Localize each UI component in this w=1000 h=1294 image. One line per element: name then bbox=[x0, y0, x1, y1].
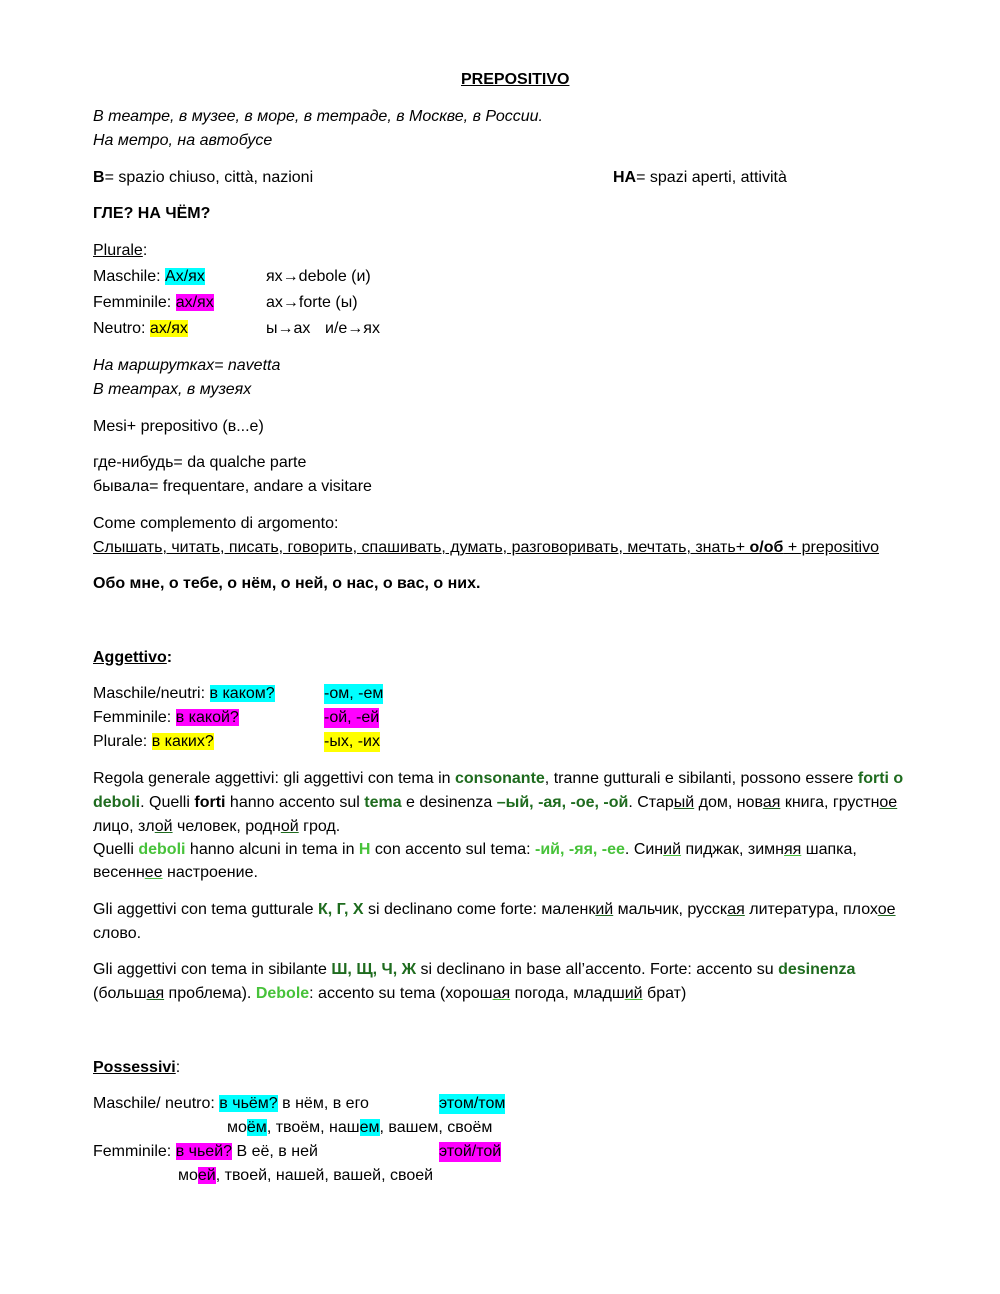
aggettivo-row-femminile bbox=[93, 708, 239, 728]
ending-highlight: Ах/ях bbox=[165, 268, 205, 285]
regola-line-5 bbox=[93, 863, 258, 883]
pronouns-line: Обо мне, о тебе, о нём, о ней, о нас, о вас, о них. bbox=[93, 575, 481, 592]
sibilante-text: (больш bbox=[93, 985, 147, 1002]
regola-text: весенн bbox=[93, 864, 145, 881]
sibilante-keyword: desinenza bbox=[778, 961, 856, 978]
gutturale-keyword: К, Г, Х bbox=[318, 901, 364, 918]
form-text: , твоём, наш bbox=[266, 1119, 360, 1136]
argomento-intro: Come complemento di argomento: bbox=[93, 515, 339, 532]
row-label: Maschile: bbox=[93, 268, 166, 285]
sibilante-text: погода, младш bbox=[510, 985, 625, 1002]
form-text: , твоей, нашей, вашей, своей bbox=[215, 1167, 434, 1184]
v-key: В bbox=[93, 169, 105, 186]
row-label: Maschile/neutri: bbox=[93, 685, 210, 702]
mesi-note: Mesi+ prepositivo (в...е) bbox=[93, 418, 264, 435]
sibilante-text: Gli aggettivi con tema in sibilante bbox=[93, 961, 332, 978]
aggettivo-heading bbox=[93, 648, 172, 668]
regola-text: con accento sul tema: bbox=[370, 841, 536, 858]
regola-text: дом, нов bbox=[694, 794, 763, 811]
question-heading: ГЛЕ? НА ЧЁМ? bbox=[93, 205, 211, 222]
sibilante-text: брат) bbox=[642, 985, 687, 1002]
form-text: мо bbox=[227, 1119, 247, 1136]
regola-text: шапка, bbox=[801, 841, 857, 858]
regola-line-2 bbox=[93, 793, 897, 813]
aggettivo-ending-femminile: -ой, -ей bbox=[324, 709, 380, 726]
plurale-colon: : bbox=[142, 242, 148, 259]
regola-text: человек, родн bbox=[172, 818, 281, 835]
question-highlight: в чьей? bbox=[175, 1143, 233, 1160]
regola-text: пиджак, зимн bbox=[681, 841, 784, 858]
prep-text: о/об bbox=[749, 539, 784, 556]
ending-underline: ой bbox=[154, 818, 173, 835]
question-highlight: в какой? bbox=[175, 709, 239, 726]
possessivi-heading bbox=[93, 1058, 180, 1078]
row-label: Femminile: bbox=[93, 709, 176, 726]
regola-text: лицо, зл bbox=[93, 818, 155, 835]
regola-text: Regola generale aggettivi: gli aggettivi con tema in bbox=[93, 770, 455, 787]
regola-text: . Стар bbox=[628, 794, 674, 811]
na-rule bbox=[613, 168, 787, 188]
verbs-text: Слышать, читать, писать, говорить, спашивать, думать, разговоривать, мечтать, знать+ bbox=[93, 539, 750, 556]
possessivi-heading-text: Possessivi bbox=[93, 1059, 176, 1076]
ending-highlight: ем bbox=[359, 1119, 380, 1136]
argomento-verbs bbox=[93, 538, 879, 558]
page-title: PREPOSITIVO bbox=[461, 71, 570, 88]
plurale-note-neutro-b: и/е→ях bbox=[325, 320, 380, 337]
regola-keyword: deboli bbox=[138, 841, 186, 858]
aggettivo-row-maschile bbox=[93, 684, 275, 704]
regola-keyword: forti bbox=[194, 794, 226, 811]
aggettivo-row-plurale bbox=[93, 732, 214, 752]
gutturale-line-1 bbox=[93, 900, 896, 920]
ending-underline: ое bbox=[877, 901, 896, 918]
sibilante-keyword: Debole bbox=[255, 985, 310, 1002]
sibilante-text: si declinano in base all’accento. Forte: accento su bbox=[416, 961, 779, 978]
question-highlight: в чьём? bbox=[219, 1095, 278, 1112]
ending-underline: яя bbox=[784, 841, 802, 858]
regola-line-1 bbox=[93, 769, 903, 789]
form-text: мо bbox=[178, 1167, 198, 1184]
ending-underline: ая bbox=[727, 901, 745, 918]
regola-keyword: tema bbox=[364, 794, 402, 811]
intro-line-2: На метро, на автобусе bbox=[93, 132, 273, 149]
regola-line-3 bbox=[93, 817, 340, 837]
row-label: Maschile/ neutro: bbox=[93, 1095, 220, 1112]
aggettivo-heading-text: Aggettivo bbox=[93, 649, 167, 666]
row-label: Femminile: bbox=[93, 1143, 176, 1160]
tail-text: + prepositivo bbox=[783, 539, 879, 556]
v-text: = spazio chiuso, città, nazioni bbox=[104, 169, 314, 186]
row-label: Femminile: bbox=[93, 294, 176, 311]
possessivi-colon: : bbox=[175, 1059, 181, 1076]
intro-line-1: В театре, в музее, в море, в тетраде, в Москве, в России. bbox=[93, 108, 543, 125]
ending-underline: ое bbox=[879, 794, 898, 811]
question-highlight: в каком? bbox=[209, 685, 275, 702]
possessivi-maschile bbox=[93, 1094, 369, 1114]
regola-text: e desinenza bbox=[401, 794, 497, 811]
possessivi-femminile-dem: этой/той bbox=[439, 1143, 502, 1160]
sibilante-line-1 bbox=[93, 960, 855, 980]
possessivi-femminile-forms bbox=[178, 1166, 433, 1186]
regola-text: Quelli bbox=[93, 841, 139, 858]
regola-text: грод. bbox=[298, 818, 341, 835]
form-text: , вашем, своём bbox=[379, 1119, 493, 1136]
gutturale-text: мальчик, русск bbox=[613, 901, 728, 918]
example-line-2: В театрах, в музеях bbox=[93, 381, 252, 398]
ending-underline: ий bbox=[624, 985, 643, 1002]
gutturale-text: si declinano come forte: маленк bbox=[363, 901, 596, 918]
plurale-row-femminile bbox=[93, 293, 214, 313]
question-highlight: в каких? bbox=[151, 733, 214, 750]
ending-underline: ый bbox=[673, 794, 695, 811]
ending-underline: ий bbox=[595, 901, 614, 918]
regola-keyword: -ий, -яя, -ее bbox=[535, 841, 625, 858]
regola-text: hanno alcuni in tema in bbox=[185, 841, 359, 858]
regola-text: настроение. bbox=[162, 864, 258, 881]
plurale-heading-text: Plurale bbox=[93, 242, 143, 259]
ending-underline: ая bbox=[146, 985, 165, 1002]
ending-highlight: ах/ях bbox=[175, 294, 214, 311]
na-text: = spazi aperti, attività bbox=[636, 169, 787, 186]
possessivi-maschile-dem: этом/том bbox=[439, 1095, 506, 1112]
possessivi-maschile-forms bbox=[227, 1118, 492, 1138]
row-label: Neutro: bbox=[93, 320, 150, 337]
row-text: в нём, в его bbox=[277, 1095, 369, 1112]
plurale-note-maschile: ях→debole (и) bbox=[266, 268, 371, 285]
regola-keyword: deboli bbox=[93, 794, 141, 811]
ending-underline: ий bbox=[663, 841, 682, 858]
gutturale-text: литература, плох bbox=[744, 901, 878, 918]
possessivi-femminile bbox=[93, 1142, 318, 1162]
aggettivo-ending-maschile: -ом, -ем bbox=[324, 685, 384, 702]
regola-text: , tranne gutturali e sibilanti, possono essere bbox=[544, 770, 858, 787]
ending-highlight: ей bbox=[197, 1167, 216, 1184]
ending-underline: ее bbox=[144, 864, 163, 881]
regola-text: . Син bbox=[624, 841, 664, 858]
vocab-line-1: где-нибудь= da qualche parte bbox=[93, 454, 307, 471]
regola-line-4 bbox=[93, 840, 857, 860]
example-line-1: На маршрутках= navetta bbox=[93, 357, 281, 374]
aggettivo-ending-plurale: -ых, -их bbox=[324, 733, 380, 750]
regola-text: книга, грустн bbox=[780, 794, 880, 811]
sibilante-text: : accento su tema (хорош bbox=[309, 985, 493, 1002]
ending-underline: ая bbox=[492, 985, 511, 1002]
plurale-note-femminile: ах→forte (ы) bbox=[266, 294, 358, 311]
row-text: В её, в ней bbox=[232, 1143, 318, 1160]
ending-highlight: ём bbox=[246, 1119, 267, 1136]
plurale-row-neutro bbox=[93, 319, 188, 339]
regola-keyword: –ый, -ая, -ое, -ой bbox=[496, 794, 629, 811]
sibilante-line-2 bbox=[93, 984, 686, 1004]
na-key: НА bbox=[613, 169, 637, 186]
plurale-heading bbox=[93, 241, 147, 261]
v-rule bbox=[93, 168, 313, 188]
ending-underline: ая bbox=[762, 794, 781, 811]
plurale-note-neutro-a: ы→ах bbox=[266, 320, 311, 337]
aggettivo-colon: : bbox=[166, 649, 173, 666]
ending-underline: ой bbox=[280, 818, 299, 835]
regola-text: hanno accento sul bbox=[225, 794, 365, 811]
vocab-line-2: бывала= frequentare, andare a visitare bbox=[93, 478, 372, 495]
regola-keyword: forti o bbox=[857, 770, 904, 787]
sibilante-keyword: Ш, Щ, Ч, Ж bbox=[331, 961, 417, 978]
regola-keyword: Н bbox=[358, 841, 371, 858]
ending-highlight: ах/ях bbox=[149, 320, 188, 337]
gutturale-text: Gli aggettivi con tema gutturale bbox=[93, 901, 319, 918]
sibilante-text: проблема). bbox=[164, 985, 256, 1002]
row-label: Plurale: bbox=[93, 733, 152, 750]
regola-keyword: consonante bbox=[455, 770, 545, 787]
regola-text: . Quelli bbox=[140, 794, 195, 811]
plurale-row-maschile bbox=[93, 267, 205, 287]
gutturale-line-2: слово. bbox=[93, 925, 142, 942]
